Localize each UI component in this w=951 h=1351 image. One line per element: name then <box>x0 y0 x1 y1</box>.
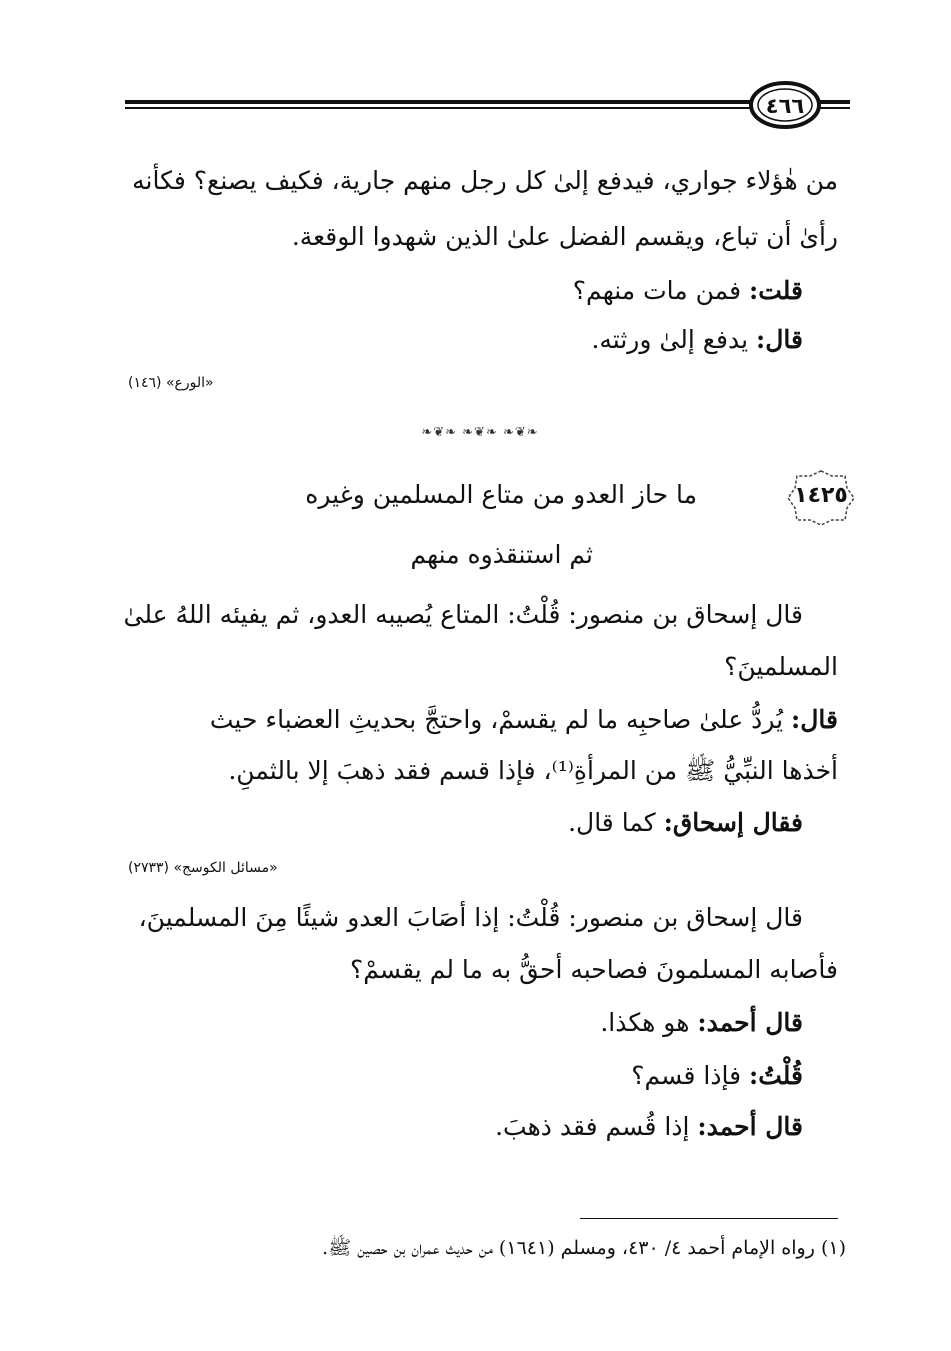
paragraph-line: قال إسحاق بن منصور: قُلْتُ: إذا أصَابَ العدو شيئًا مِنَ المسلمينَ، <box>138 903 803 932</box>
question-label: قلت: <box>748 276 803 305</box>
answer-line <box>210 707 838 732</box>
footnote-text: رواه الإمام أحمد ٤/ ٤٣٠، ومسلم (١٦٤١) من حديث عمران بن حصين ﷺ. <box>322 1237 815 1259</box>
answer-label: قال أحمد: <box>697 1008 803 1037</box>
question-line <box>573 278 803 303</box>
paragraph-line: فأصابه المسلمونَ فصاحبه أحقُّ به ما لم يقسمْ؟ <box>349 955 838 984</box>
answer-text: هو هكذا. <box>600 1008 690 1037</box>
paragraph-line: المسلمينَ؟ <box>724 652 838 681</box>
section-title: ما حاز العدو من متاع المسلمين وغيره <box>305 480 697 509</box>
answer-label: قال: <box>756 325 803 354</box>
answer-text: يدفع إلىٰ ورثته. <box>591 325 749 354</box>
answer-label: فقال إسحاق: <box>663 808 803 837</box>
paragraph-line: أخذها النبِّيُّ ﷺ من المرأةِ⁽¹⁾، فإذا قسم فقد ذهبَ إلا بالثمنِ. <box>228 756 838 785</box>
section-subtitle: ثم استنقذوه منهم <box>410 540 593 569</box>
source-reference: «مسائل الكوسج» (٢٧٣٣) <box>128 860 278 876</box>
source-reference: «الورع» (١٤٦) <box>128 375 214 391</box>
paragraph-line: رأىٰ أن تباع، ويقسم الفضل علىٰ الذين شهدوا الوقعة. <box>291 222 838 251</box>
section-number: ١٤٢٥ <box>794 483 848 508</box>
ornament-separator: ❧❦❧ ❧❦❧ ❧❦❧ <box>421 425 539 440</box>
paragraph-line: قال إسحاق بن منصور: قُلْتُ: المتاع يُصيبه العدو، ثم يفيئه اللهُ علىٰ <box>123 600 803 629</box>
answer-label: قال: <box>791 705 838 734</box>
footnote-number: (١) <box>820 1237 846 1259</box>
paragraph-line: من هٰؤلاء جواري، فيدفع إلىٰ كل رجل منهم جارية، فكيف يصنع؟ فكأنه <box>132 166 838 195</box>
page-number: ٤٦٦ <box>765 94 805 118</box>
answer-line <box>600 1010 803 1035</box>
answer-line <box>591 327 803 352</box>
footnote <box>322 1236 846 1264</box>
question-label: قُلْتُ: <box>748 1061 803 1090</box>
question-text: فإذا قسم؟ <box>631 1061 742 1090</box>
question-line <box>631 1063 803 1088</box>
answer-text: إذا قُسم فقد ذهبَ. <box>495 1112 690 1141</box>
answer-line <box>495 1114 803 1139</box>
answer-text: يُردُّ علىٰ صاحبِه ما لم يقسمْ، واحتجَّ بحديثِ العضباء حيث <box>209 705 784 734</box>
answer-label: قال أحمد: <box>697 1112 803 1141</box>
answer-line <box>568 810 803 835</box>
header-rule <box>125 80 855 130</box>
footnote-rule <box>580 1218 838 1219</box>
answer-text: كما قال. <box>568 808 656 837</box>
question-text: فمن مات منهم؟ <box>572 276 742 305</box>
